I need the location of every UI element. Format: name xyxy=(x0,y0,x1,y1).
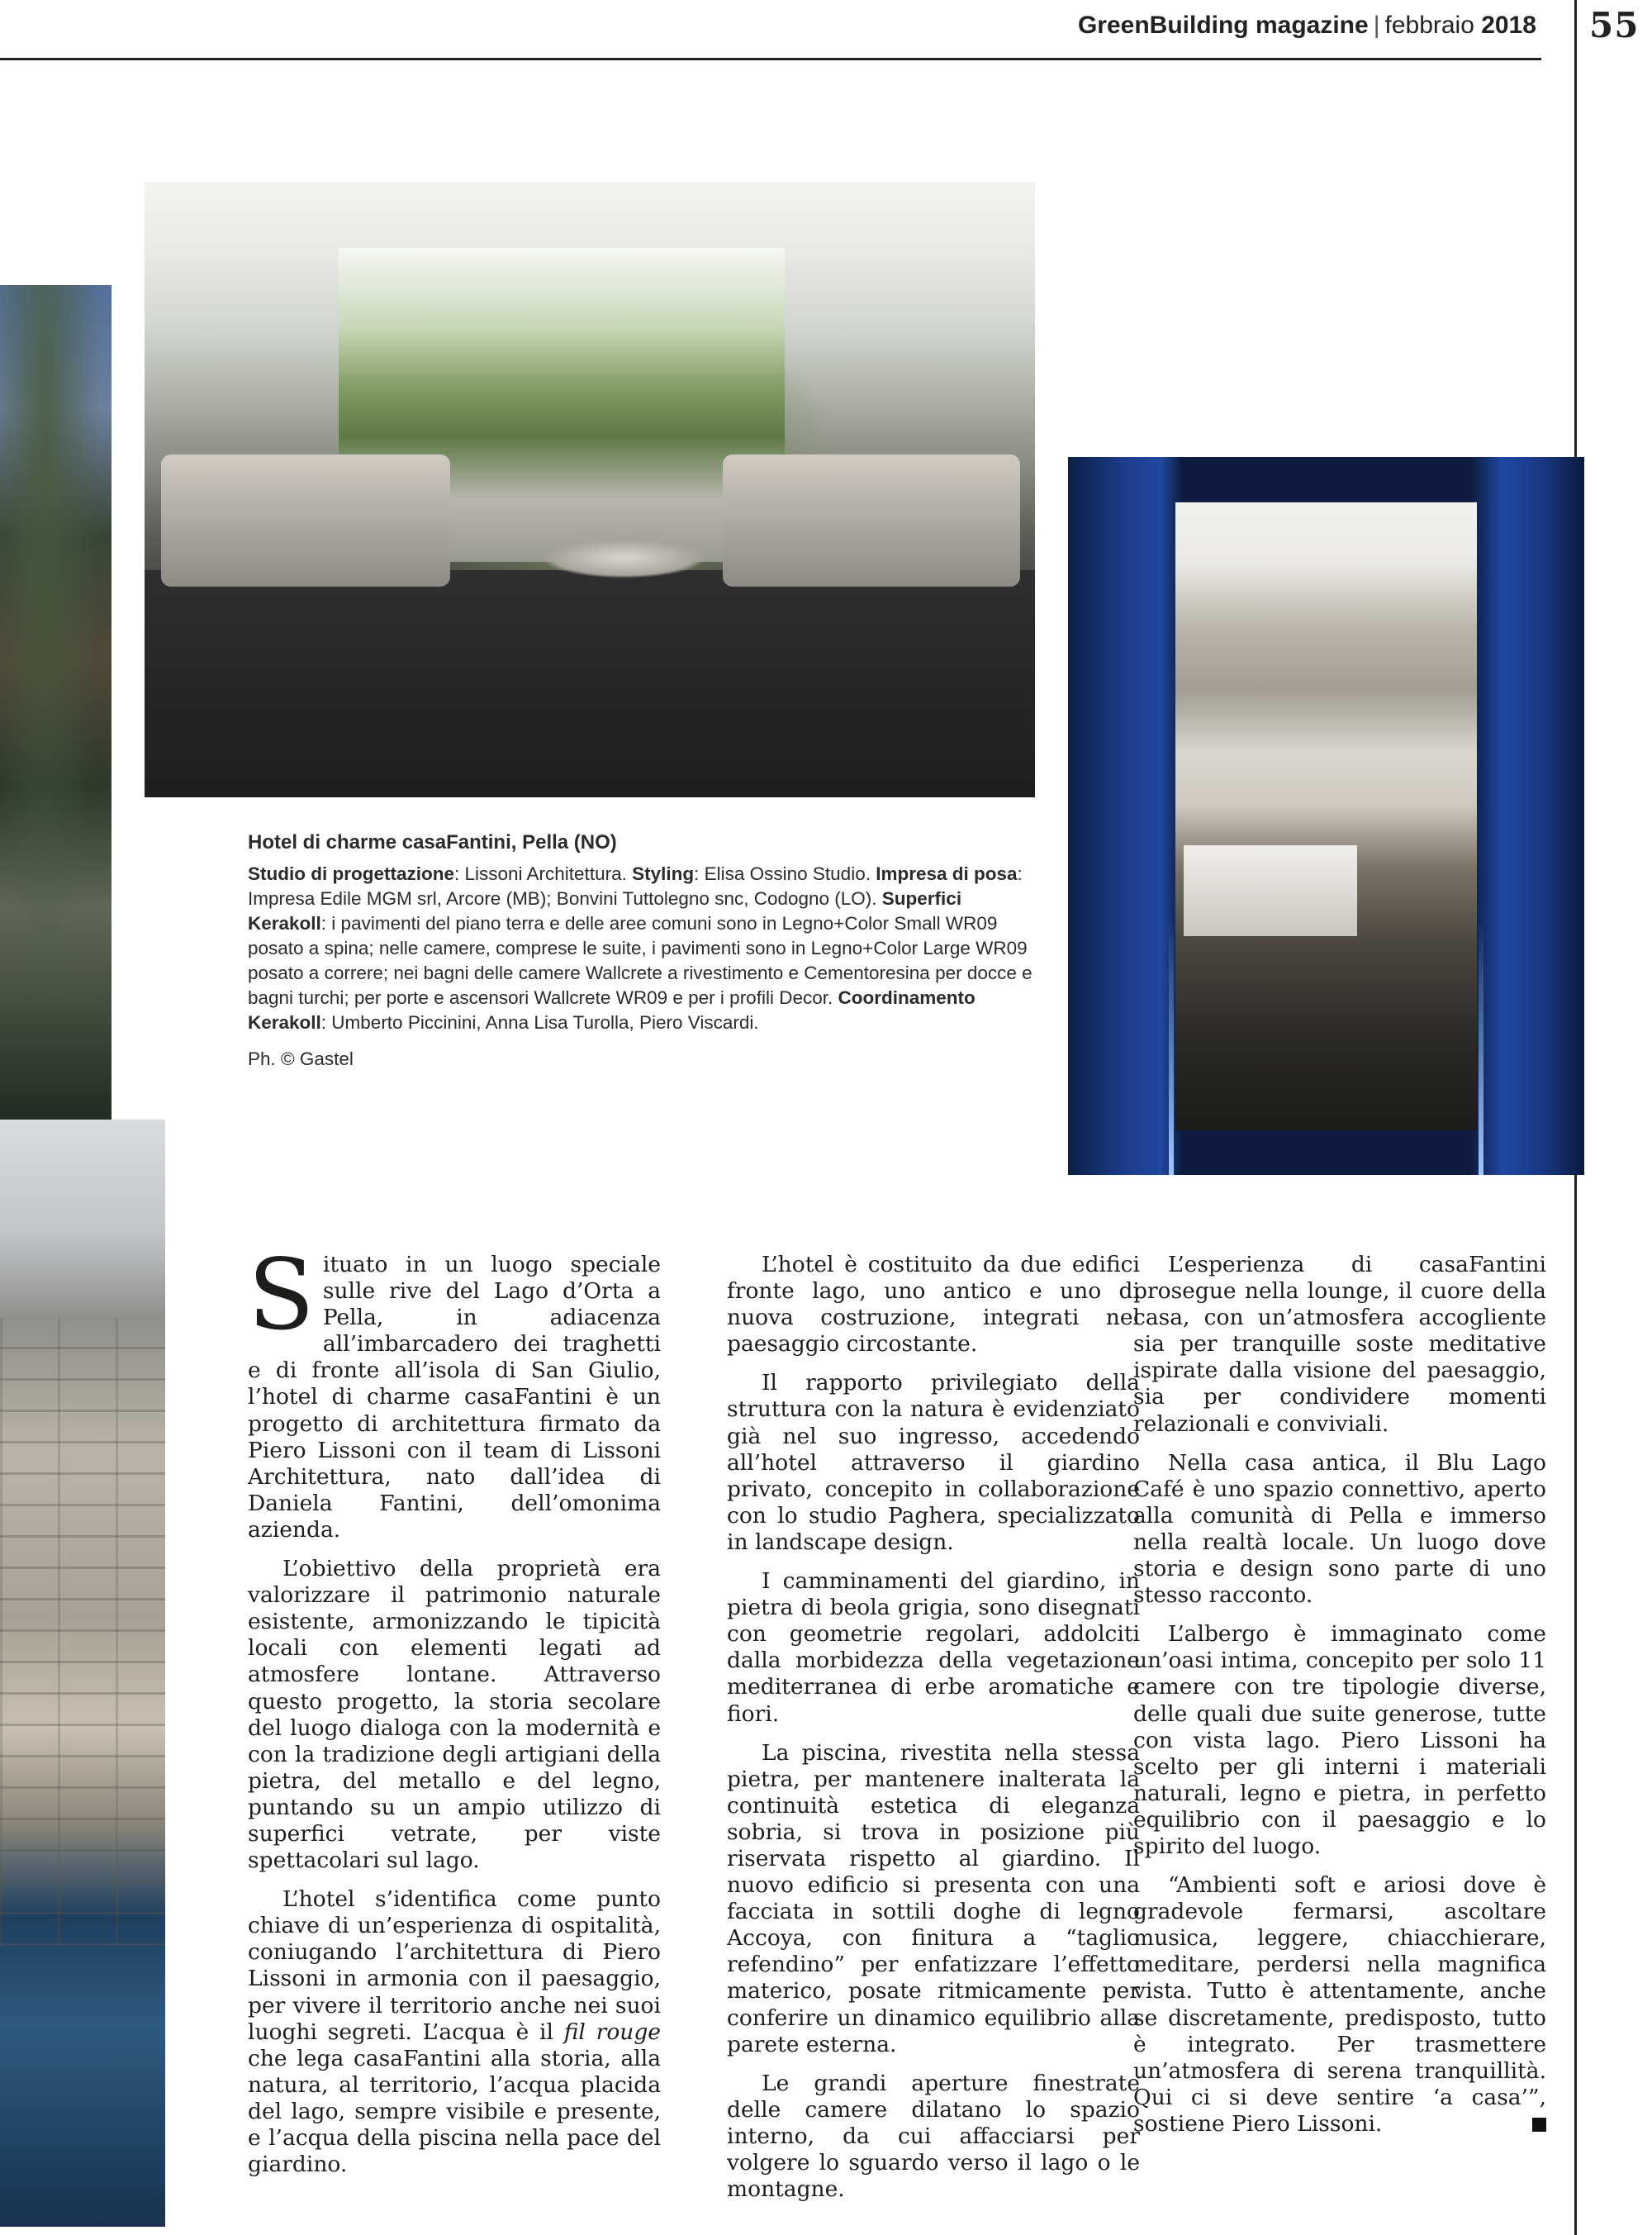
photo-stone-wall-pool xyxy=(0,1120,165,2227)
emphasis-text: fil rouge xyxy=(563,2019,661,2045)
paragraph xyxy=(248,1886,661,2178)
lounge-sofa-left xyxy=(161,454,450,587)
paragraph xyxy=(1133,1872,1546,2138)
paragraph: L’esperienza di casaFantini prosegue nella lounge, il cuore della casa, con un’atmosfera accogliente sia per tranquille soste meditative ispirate dalla visione del paesaggio, sia per condividere momenti relazionali e conviviali. xyxy=(1133,1252,1546,1437)
lounge-table xyxy=(541,537,706,578)
caption-title: Hotel di charme casaFantini, Pella (NO) xyxy=(248,831,617,854)
caption-label-styling: Styling xyxy=(632,863,695,884)
caption-studio: : Lissoni Architettura. xyxy=(453,863,633,884)
paragraph-text: L’hotel s’identifica come punto chiave di un’esperienza di ospitalità, coniugando l’architettura di Piero Lissoni in armonia con il paesaggio, per vivere il territorio anche nei suoi luoghi segreti. L’acqua è il xyxy=(248,1886,661,2045)
magazine-name: GreenBuilding magazine xyxy=(1077,12,1369,39)
lounge-sofa-right xyxy=(723,454,1020,587)
photo-caption xyxy=(248,830,1041,1072)
paragraph: L’albergo è immaginato come un’oasi intima, concepito per solo 11 camere con tre tipologie diverse, delle quali due suite generose, tutte con vista lago. Piero Lissoni ha scelto per gli interni i materiali naturali, legno e pietra, in perfetto equilibrio con il paesaggio e lo spirito del luogo. xyxy=(1133,1621,1546,1859)
end-of-article-icon xyxy=(1532,2118,1546,2132)
photo-credit: Ph. © Gastel xyxy=(248,1049,354,1069)
paragraph xyxy=(248,1238,661,1543)
issue-month: febbraio xyxy=(1384,12,1474,39)
corridor-light-right xyxy=(1479,920,1483,1175)
caption-body xyxy=(248,862,1041,1035)
photo-lounge xyxy=(145,182,1035,797)
caption-impresa: : Impresa Edile MGM srl, Arcore (MB); Bonvini Tuttolegno snc, Codogno (LO). xyxy=(248,863,1023,909)
paragraph: Il rapporto privilegiato della struttura con la natura è evidenziato già nel suo ingresso, accedendo all’hotel attraverso il giardino privato, concepito in collaborazione con lo studio Paghera, specializzato in landscape design. xyxy=(727,1370,1140,1555)
stone-texture xyxy=(0,1318,165,1946)
article-column-3 xyxy=(1133,1252,1546,2138)
issue-year: 2018 xyxy=(1481,12,1536,39)
photo-garden-trees xyxy=(0,285,112,1120)
caption-coordinamento: : Umberto Piccinini, Anna Lisa Turolla, Piero Viscardi. xyxy=(320,1012,759,1033)
corridor-bed xyxy=(1184,845,1357,936)
paragraph: Le grandi aperture finestrate delle camere dilatano lo spazio interno, da cui affacciarsi per volgere lo sguardo verso il lago o le montagne. xyxy=(727,2070,1140,2203)
caption-styling: : Elisa Ossino Studio. xyxy=(694,863,876,884)
caption-label-impresa: Impresa di posa xyxy=(876,863,1018,884)
lounge-rug xyxy=(145,570,1035,797)
paragraph-text: ituato in un luogo speciale sulle rive del Lago d’Orta a Pella, in adiacenza all’imbarcadero dei traghetti e di fronte all’isola di San Giulio, l’hotel di charme casaFantini è un progetto di architettura firmato da Piero Lissoni con il team di Lissoni Architettura, nato dall’idea di Daniela Fantini, dell’omonima azienda. xyxy=(248,1252,661,1543)
paragraph-text: che lega casaFantini alla storia, alla natura, al territorio, l’acqua placida del lago, sempre visibile e presente, e l’acqua della piscina nella pace del giardino. xyxy=(248,2045,661,2178)
caption-label-superfici: Superfici Kerakoll xyxy=(248,888,962,934)
paragraph: I camminamenti del giardino, in pietra di beola grigia, sono disegnati con geometrie regolari, addolciti dalla morbidezza della vegetazione mediterranea di erbe aromatiche e fiori. xyxy=(727,1568,1140,1727)
photo-blue-corridor xyxy=(1068,457,1584,1175)
caption-label-coordinamento: Coordinamento Kerakoll xyxy=(248,987,976,1033)
paragraph: L’hotel è costituito da due edifici fronte lago, uno antico e uno di nuova costruzione, integrati nel paesaggio circostante. xyxy=(727,1252,1140,1358)
article-column-2 xyxy=(727,1252,1140,2215)
page-number: 55 xyxy=(1589,5,1640,45)
caption-superfici: : i pavimenti del piano terra e delle aree comuni sono in Legno+Color Small WR09 posato a spina; nelle camere, comprese le suite, i pavimenti sono in Legno+Color Large WR09 posato a correre; nei bagni delle camere Wallcrete a rivestimento e Cementoresina per docce e bagni turchi; per porte e ascensori Wallcrete WR09 e per i profili Decor. xyxy=(248,913,1032,1008)
paragraph: Nella casa antica, il Blu Lago Café è uno spazio connettivo, aperto alla comunità di Pella e immerso nella realtà locale. Un luogo dove storia e design sono parte di uno stesso racconto. xyxy=(1133,1449,1546,1609)
paragraph-text: “Ambienti soft e ariosi dove è gradevole fermarsi, ascoltare musica, leggere, chiacchierare, meditare, perdersi nella magnifica vista. Tutto è attentamente, anche se discretamente, predisposto, tutto è integrato. Per trasmettere un’atmosfera di serena tranquillità. Qui ci si deve sentire ‘a casa’”, sostiene Piero Lissoni. xyxy=(1133,1872,1546,2137)
header-separator: | xyxy=(1373,12,1380,39)
caption-label-studio: Studio di progettazione xyxy=(248,863,454,884)
paragraph: La piscina, rivestita nella stessa pietra, per mantenere inalterata la continuità estetica di eleganza sobria, si trova in posizione più riservata rispetto al giardino. Il nuovo edificio si presenta con una facciata in sottili doghe di legno Accoya, con finitura a “taglio refendino” per enfatizzare l’effetto materico, posate ritmicamente per conferire un dinamico equilibrio alla parete esterna. xyxy=(727,1739,1140,2057)
article-column-1 xyxy=(248,1238,661,2190)
running-header xyxy=(1078,12,1536,40)
corridor-room-view xyxy=(1175,502,1477,1130)
paragraph: L’obiettivo della proprietà era valorizzare il patrimonio naturale esistente, armonizzando le tipicità locali con elementi legati ad atmosfere lontane. Attraverso questo progetto, la storia secolare del luogo dialoga con la modernità e con la tradizione degli artigiani della pietra, del metallo e del legno, puntando su un ampio utilizzo di superfici vetrate, per viste spettacolari sul lago. xyxy=(248,1556,661,1874)
corridor-light-left xyxy=(1169,920,1174,1175)
dropcap: S xyxy=(248,1238,315,1352)
